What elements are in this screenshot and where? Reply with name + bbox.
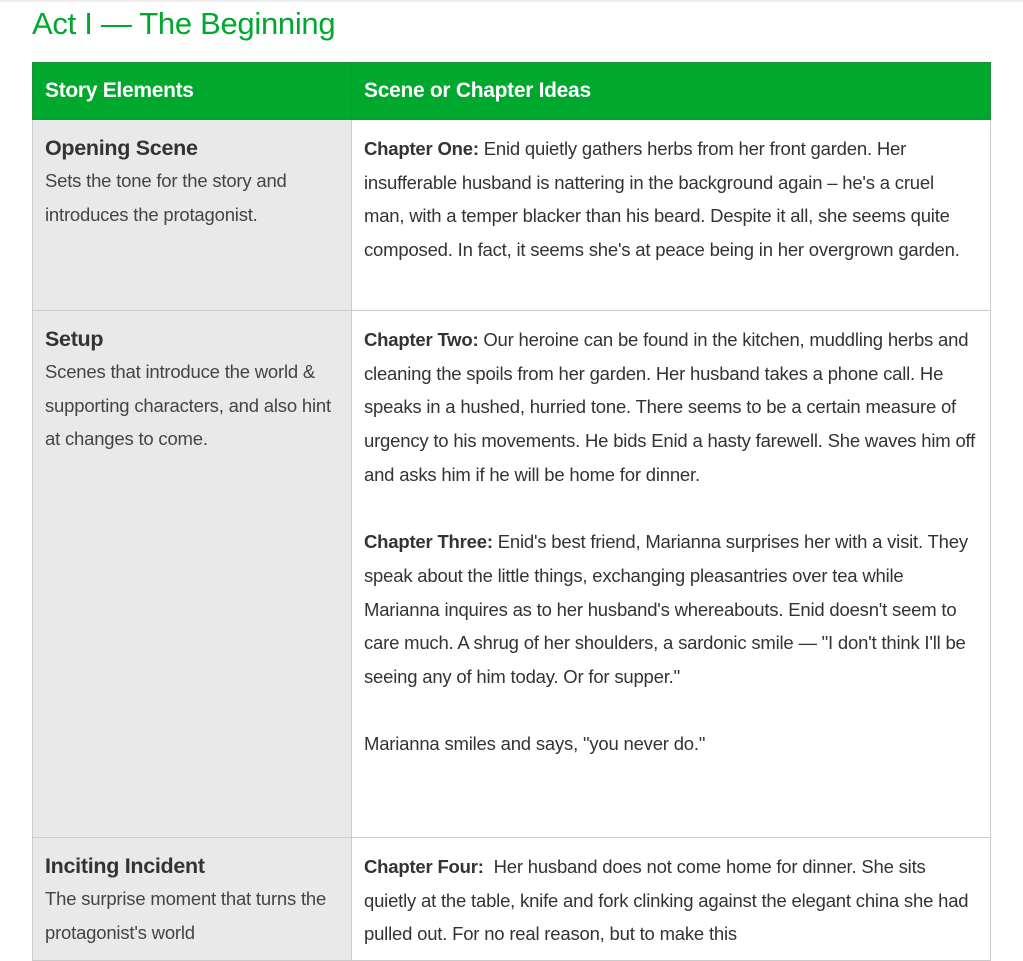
chapter-text: Her husband does not come home for dinner. She sits quietly at the table, knife and fork clinking against the elegant china she had pulled out. For no real reason, but to make this xyxy=(364,856,974,945)
chapter-paragraph xyxy=(364,525,978,694)
element-title: Setup xyxy=(45,327,104,351)
header-story-elements: Story Elements xyxy=(33,63,352,120)
chapter-text: Enid quietly gathers herbs from her front garden. Her insufferable husband is nattering in the background again – he's a cruel man, with a temper blacker than his beard. Despite it all, she seems quite composed. In fact, it seems she's at peace being in her overgrown garden. xyxy=(364,138,960,261)
paragraph-text: Marianna smiles and says, "you never do." xyxy=(364,733,706,755)
page-heading: Act I — The Beginning xyxy=(32,6,336,41)
element-cell xyxy=(33,311,352,838)
chapter-paragraph xyxy=(364,323,978,492)
chapter-label: Chapter One: xyxy=(364,138,479,159)
element-cell xyxy=(33,120,352,311)
chapter-text: Enid's best friend, Marianna surprises her with a visit. They speak about the little things, exchanging pleasantries over tea while Marianna inquires as to her husband's whereabouts. Enid doesn't seem to care much. A shrug of her shoulders, a sardonic smile — "I don't think I'll be seeing any of him today. Or for supper." xyxy=(364,531,968,688)
element-description: The surprise moment that turns the protagonist's world xyxy=(45,888,327,943)
chapter-label: Chapter Two: xyxy=(364,329,479,350)
story-structure-table xyxy=(32,62,991,961)
closing-paragraph xyxy=(364,727,978,761)
table-row xyxy=(33,838,991,961)
table-row xyxy=(33,311,991,838)
chapter-text: Our heroine can be found in the kitchen, muddling herbs and cleaning the spoils from her garden. Her husband takes a phone call. He speaks in a hushed, hurried tone. There seems to be a certain measure of urgency to his movements. He bids Enid a hasty farewell. She waves him off and asks him if he will be home for dinner. xyxy=(364,329,976,485)
element-description: Scenes that introduce the world & supporting characters, and also hint at changes to come. xyxy=(45,361,331,450)
element-cell xyxy=(33,838,352,961)
scene-cell xyxy=(352,120,991,311)
scene-cell xyxy=(352,838,991,961)
element-description: Sets the tone for the story and introduces the protagonist. xyxy=(45,170,287,225)
chapter-paragraph xyxy=(364,132,978,267)
chapter-paragraph xyxy=(364,850,978,951)
table-header-row xyxy=(33,63,991,120)
header-scene-ideas: Scene or Chapter Ideas xyxy=(352,63,991,120)
scene-cell xyxy=(352,311,991,838)
table-row xyxy=(33,120,991,311)
chapter-label: Chapter Three: xyxy=(364,531,493,553)
chapter-label: Chapter Four: xyxy=(364,856,484,877)
element-title: Opening Scene xyxy=(45,136,198,160)
element-title: Inciting Incident xyxy=(45,854,205,878)
